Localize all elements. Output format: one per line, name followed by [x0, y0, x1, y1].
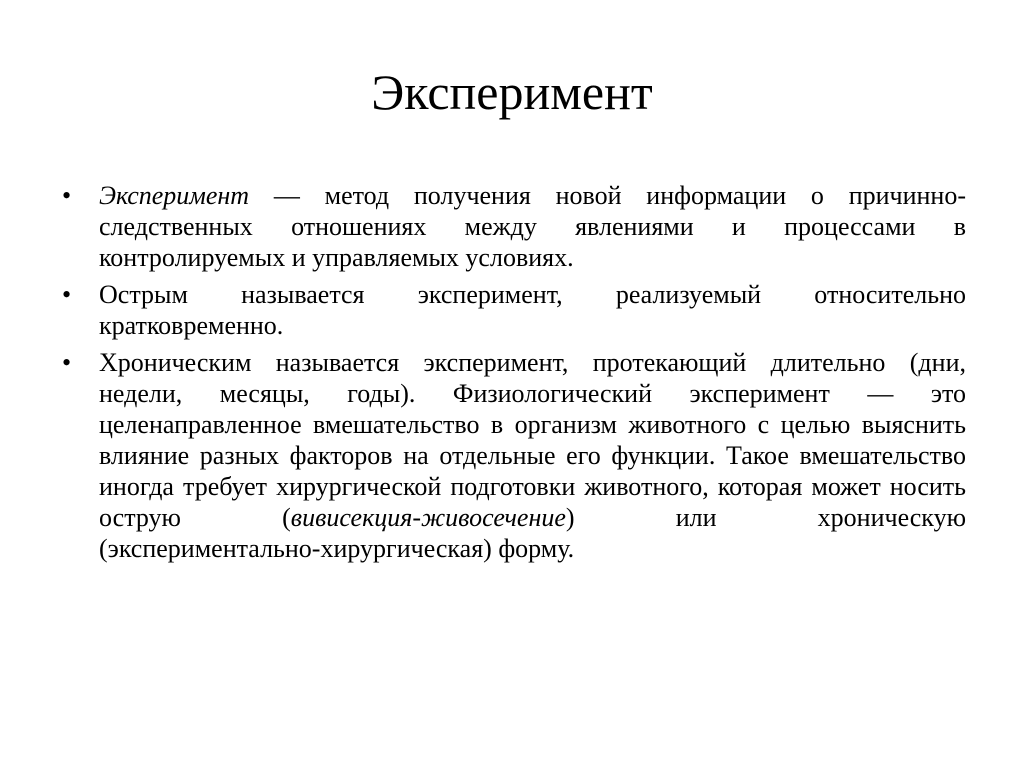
bullet-item-acute [62, 279, 966, 341]
bullet-icon: • [62, 181, 72, 210]
term-vivisection: вивисекция-живосечение [290, 503, 566, 532]
chronic-text: Хроническим называется эксперимент, протекающий длительно (дни, недели, месяцы, годы). Физиологический эксперимент — это целенаправленное вмешательство в организм животного с целью выяснить влияние разных факторов на отдельные его функции. Такое вмешательство иногда требует хирургической подготовки животного, которая может носить острую [99, 348, 966, 532]
chronic-mid-text: ) или хроническую [565, 503, 966, 532]
open-paren: ( [282, 503, 291, 532]
definition-text: — метод получения новой информации о причинно-следственных отношениях между явлениями и процессами в контролируемых и управляемых условиях. [99, 181, 966, 272]
bullet-icon: • [62, 348, 72, 377]
term-experiment: Эксперимент [99, 181, 250, 210]
chronic-end-text: (экспериментально-хирургическая) форму. [99, 534, 575, 563]
acute-text: Острым называется эксперимент, реализуемый относительно кратковременно. [99, 280, 966, 340]
bullet-item-chronic [62, 347, 966, 564]
bullet-list [62, 180, 966, 570]
bullet-icon: • [62, 280, 72, 309]
slide-title: Эксперимент [371, 64, 653, 120]
bullet-item-definition [62, 180, 966, 273]
